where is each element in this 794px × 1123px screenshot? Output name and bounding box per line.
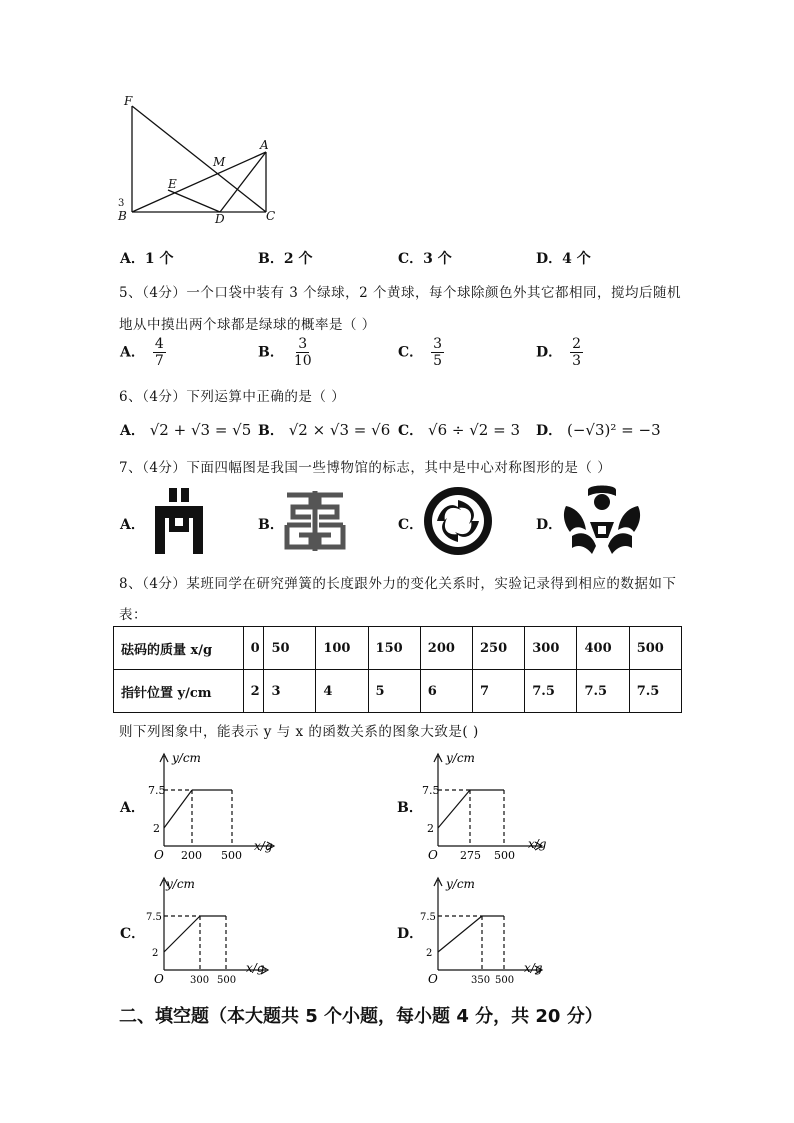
- option-label: C．: [398, 344, 424, 361]
- fraction: [431, 336, 444, 369]
- point-label-e: E: [168, 177, 177, 191]
- table-cell: 4: [316, 670, 368, 713]
- y-tick-label: 2: [153, 822, 160, 835]
- option-label: C．: [398, 517, 424, 533]
- point-label-f: F: [124, 94, 133, 108]
- origin-label: O: [154, 972, 164, 986]
- q6-option-b[interactable]: [258, 420, 390, 440]
- table-cell: 6: [420, 670, 472, 713]
- option-label: D．: [536, 423, 563, 439]
- graph-option-c: [146, 874, 280, 986]
- y-tick-label: 7.5: [148, 784, 166, 797]
- q5-stem-line1: 5、（4分）一个口袋中装有 3 个绿球，2 个黄球，每个球除颜色外其它都相同，搅均后随机: [119, 285, 681, 301]
- graph-option-a: [150, 748, 280, 860]
- table-cell: 5: [368, 670, 420, 713]
- y-tick-label: 2: [152, 948, 159, 959]
- table-cell: 7: [473, 670, 525, 713]
- table-row-header: 指针位置 y/cm: [114, 670, 244, 713]
- option-label: B．: [258, 517, 284, 533]
- y-axis-label: y/cm: [166, 877, 195, 891]
- option-label: A．: [120, 251, 145, 267]
- q6-option-d[interactable]: [536, 420, 661, 440]
- y-axis-label: y/cm: [446, 877, 475, 891]
- fraction: [292, 336, 314, 369]
- table-cell: 200: [420, 627, 472, 670]
- q8-option-c[interactable]: [120, 923, 145, 943]
- table-cell: 7.5: [629, 670, 681, 713]
- q8-stem-line2: 表：: [119, 607, 147, 623]
- table-cell: 400: [577, 627, 629, 670]
- option-expression: (−√3)² = −3: [567, 421, 661, 439]
- numerator: 2: [572, 336, 582, 352]
- table-cell: 7.5: [525, 670, 577, 713]
- table-cell: 300: [525, 627, 577, 670]
- q4-option-d[interactable]: [536, 248, 591, 268]
- x-tick-label: 300: [190, 975, 210, 986]
- x-tick-label: 500: [494, 849, 515, 862]
- edge-mark-label: 3: [118, 198, 125, 209]
- q6-option-a[interactable]: [120, 420, 251, 440]
- q8-after-table: 则下列图象中，能表示 y 与 x 的函数关系的图象大致是( ): [119, 724, 479, 740]
- origin-label: O: [154, 848, 164, 862]
- table-cell: 100: [316, 627, 368, 670]
- museum-logo-b-icon: [283, 487, 347, 555]
- q5-option-b[interactable]: [258, 336, 314, 369]
- q8-option-b[interactable]: [397, 797, 423, 817]
- q6-option-c[interactable]: [398, 420, 520, 440]
- table-cell: 500: [629, 627, 681, 670]
- x-tick-label: 500: [217, 975, 237, 986]
- option-label: A．: [120, 517, 145, 533]
- numerator: 3: [298, 336, 308, 352]
- y-tick-label: 2: [426, 948, 433, 959]
- museum-logo-d-icon: [562, 486, 642, 556]
- x-tick-label: 350: [471, 975, 491, 986]
- graph-option-d: [420, 874, 554, 986]
- x-tick-label: 500: [495, 975, 515, 986]
- option-expression: √2 × √3 = √6: [288, 421, 391, 439]
- denominator: 10: [293, 353, 312, 369]
- q7-option-a[interactable]: [120, 514, 145, 534]
- option-label: B．: [258, 344, 284, 361]
- denominator: 5: [433, 353, 443, 369]
- option-text: 1 个: [144, 251, 174, 267]
- denominator: 3: [572, 353, 582, 369]
- table-cell: 250: [473, 627, 525, 670]
- table-row: [114, 627, 682, 670]
- point-label-d: D: [215, 212, 225, 226]
- y-axis-label: y/cm: [446, 751, 475, 765]
- option-label: D．: [536, 251, 563, 267]
- table-cell: 50: [264, 627, 316, 670]
- table-row: [114, 670, 682, 713]
- point-label-c: C: [266, 209, 276, 223]
- q4-option-c[interactable]: [398, 248, 452, 268]
- q7-option-b[interactable]: [258, 514, 284, 534]
- numerator: 4: [154, 336, 164, 352]
- q7-option-d[interactable]: [536, 514, 562, 534]
- option-label: D．: [536, 344, 563, 361]
- q5-option-a[interactable]: [120, 336, 166, 369]
- fraction: [570, 336, 583, 369]
- y-axis-label: y/cm: [172, 751, 201, 765]
- q5-option-d[interactable]: [536, 336, 583, 369]
- option-label: A．: [120, 344, 145, 361]
- q4-option-b[interactable]: [258, 248, 312, 268]
- option-label: A．: [120, 423, 145, 439]
- y-tick-label: 7.5: [420, 912, 436, 923]
- option-label: B．: [258, 423, 284, 439]
- option-label: C．: [398, 251, 424, 267]
- numerator: 3: [433, 336, 443, 352]
- museum-logo-a-icon: [147, 486, 211, 556]
- x-axis-label: x/g: [254, 839, 273, 853]
- point-label-b: B: [118, 209, 127, 223]
- graph-option-b: [424, 748, 554, 860]
- option-text: 2 个: [283, 251, 313, 267]
- option-label: D．: [397, 926, 424, 942]
- x-tick-label: 200: [181, 849, 202, 862]
- x-axis-label: x/g: [528, 837, 547, 851]
- table-cell: 2: [243, 670, 264, 713]
- y-tick-label: 7.5: [146, 912, 162, 923]
- option-expression: √2 + √3 = √5: [149, 421, 252, 439]
- q8-option-d[interactable]: [397, 923, 423, 943]
- option-label: B．: [397, 800, 423, 816]
- x-axis-label: x/g: [524, 961, 543, 975]
- q7-option-c[interactable]: [398, 514, 423, 534]
- option-label: A．: [120, 800, 145, 816]
- fraction: [153, 336, 166, 369]
- option-label: D．: [536, 517, 563, 533]
- q8-stem-line1: 8、（4分）某班同学在研究弹簧的长度跟外力的变化关系时，实验记录得到相应的数据如下: [119, 576, 677, 592]
- q5-stem-line2: 地从中摸出两个球都是绿球的概率是（ ）: [119, 317, 376, 333]
- geometry-figure: [112, 90, 292, 225]
- origin-label: O: [428, 848, 438, 862]
- museum-logo-c-icon: [423, 486, 493, 556]
- x-tick-label: 500: [221, 849, 242, 862]
- q7-stem: 7、（4分）下面四幅图是我国一些博物馆的标志，其中是中心对称图形的是（ ）: [119, 460, 612, 476]
- table-cell: 150: [368, 627, 420, 670]
- table-cell: 7.5: [577, 670, 629, 713]
- q8-option-a[interactable]: [120, 797, 145, 817]
- q6-stem: 6、（4分）下列运算中正确的是（ ）: [119, 389, 346, 405]
- q5-option-c[interactable]: [398, 336, 444, 369]
- section-heading: 二、填空题（本大题共 5 个小题，每小题 4 分，共 20 分）: [119, 1006, 603, 1027]
- option-text: 3 个: [423, 251, 452, 267]
- q4-option-a[interactable]: [120, 248, 174, 268]
- option-expression: √6 ÷ √2 = 3: [428, 421, 520, 439]
- option-label: C．: [120, 926, 146, 942]
- table-row-header: 砝码的质量 x/g: [114, 627, 244, 670]
- option-text: 4 个: [562, 251, 591, 267]
- table-cell: 3: [264, 670, 316, 713]
- data-table: [113, 626, 682, 713]
- origin-label: O: [428, 972, 438, 986]
- point-label-a: A: [260, 138, 269, 152]
- denominator: 7: [154, 353, 164, 369]
- table-cell: 0: [243, 627, 264, 670]
- point-label-m: M: [213, 155, 226, 169]
- option-label: B．: [258, 251, 284, 267]
- x-tick-label: 275: [460, 849, 481, 862]
- option-label: C．: [398, 423, 424, 439]
- y-tick-label: 7.5: [422, 784, 440, 797]
- y-tick-label: 2: [427, 822, 434, 835]
- x-axis-label: x/g: [246, 961, 265, 975]
